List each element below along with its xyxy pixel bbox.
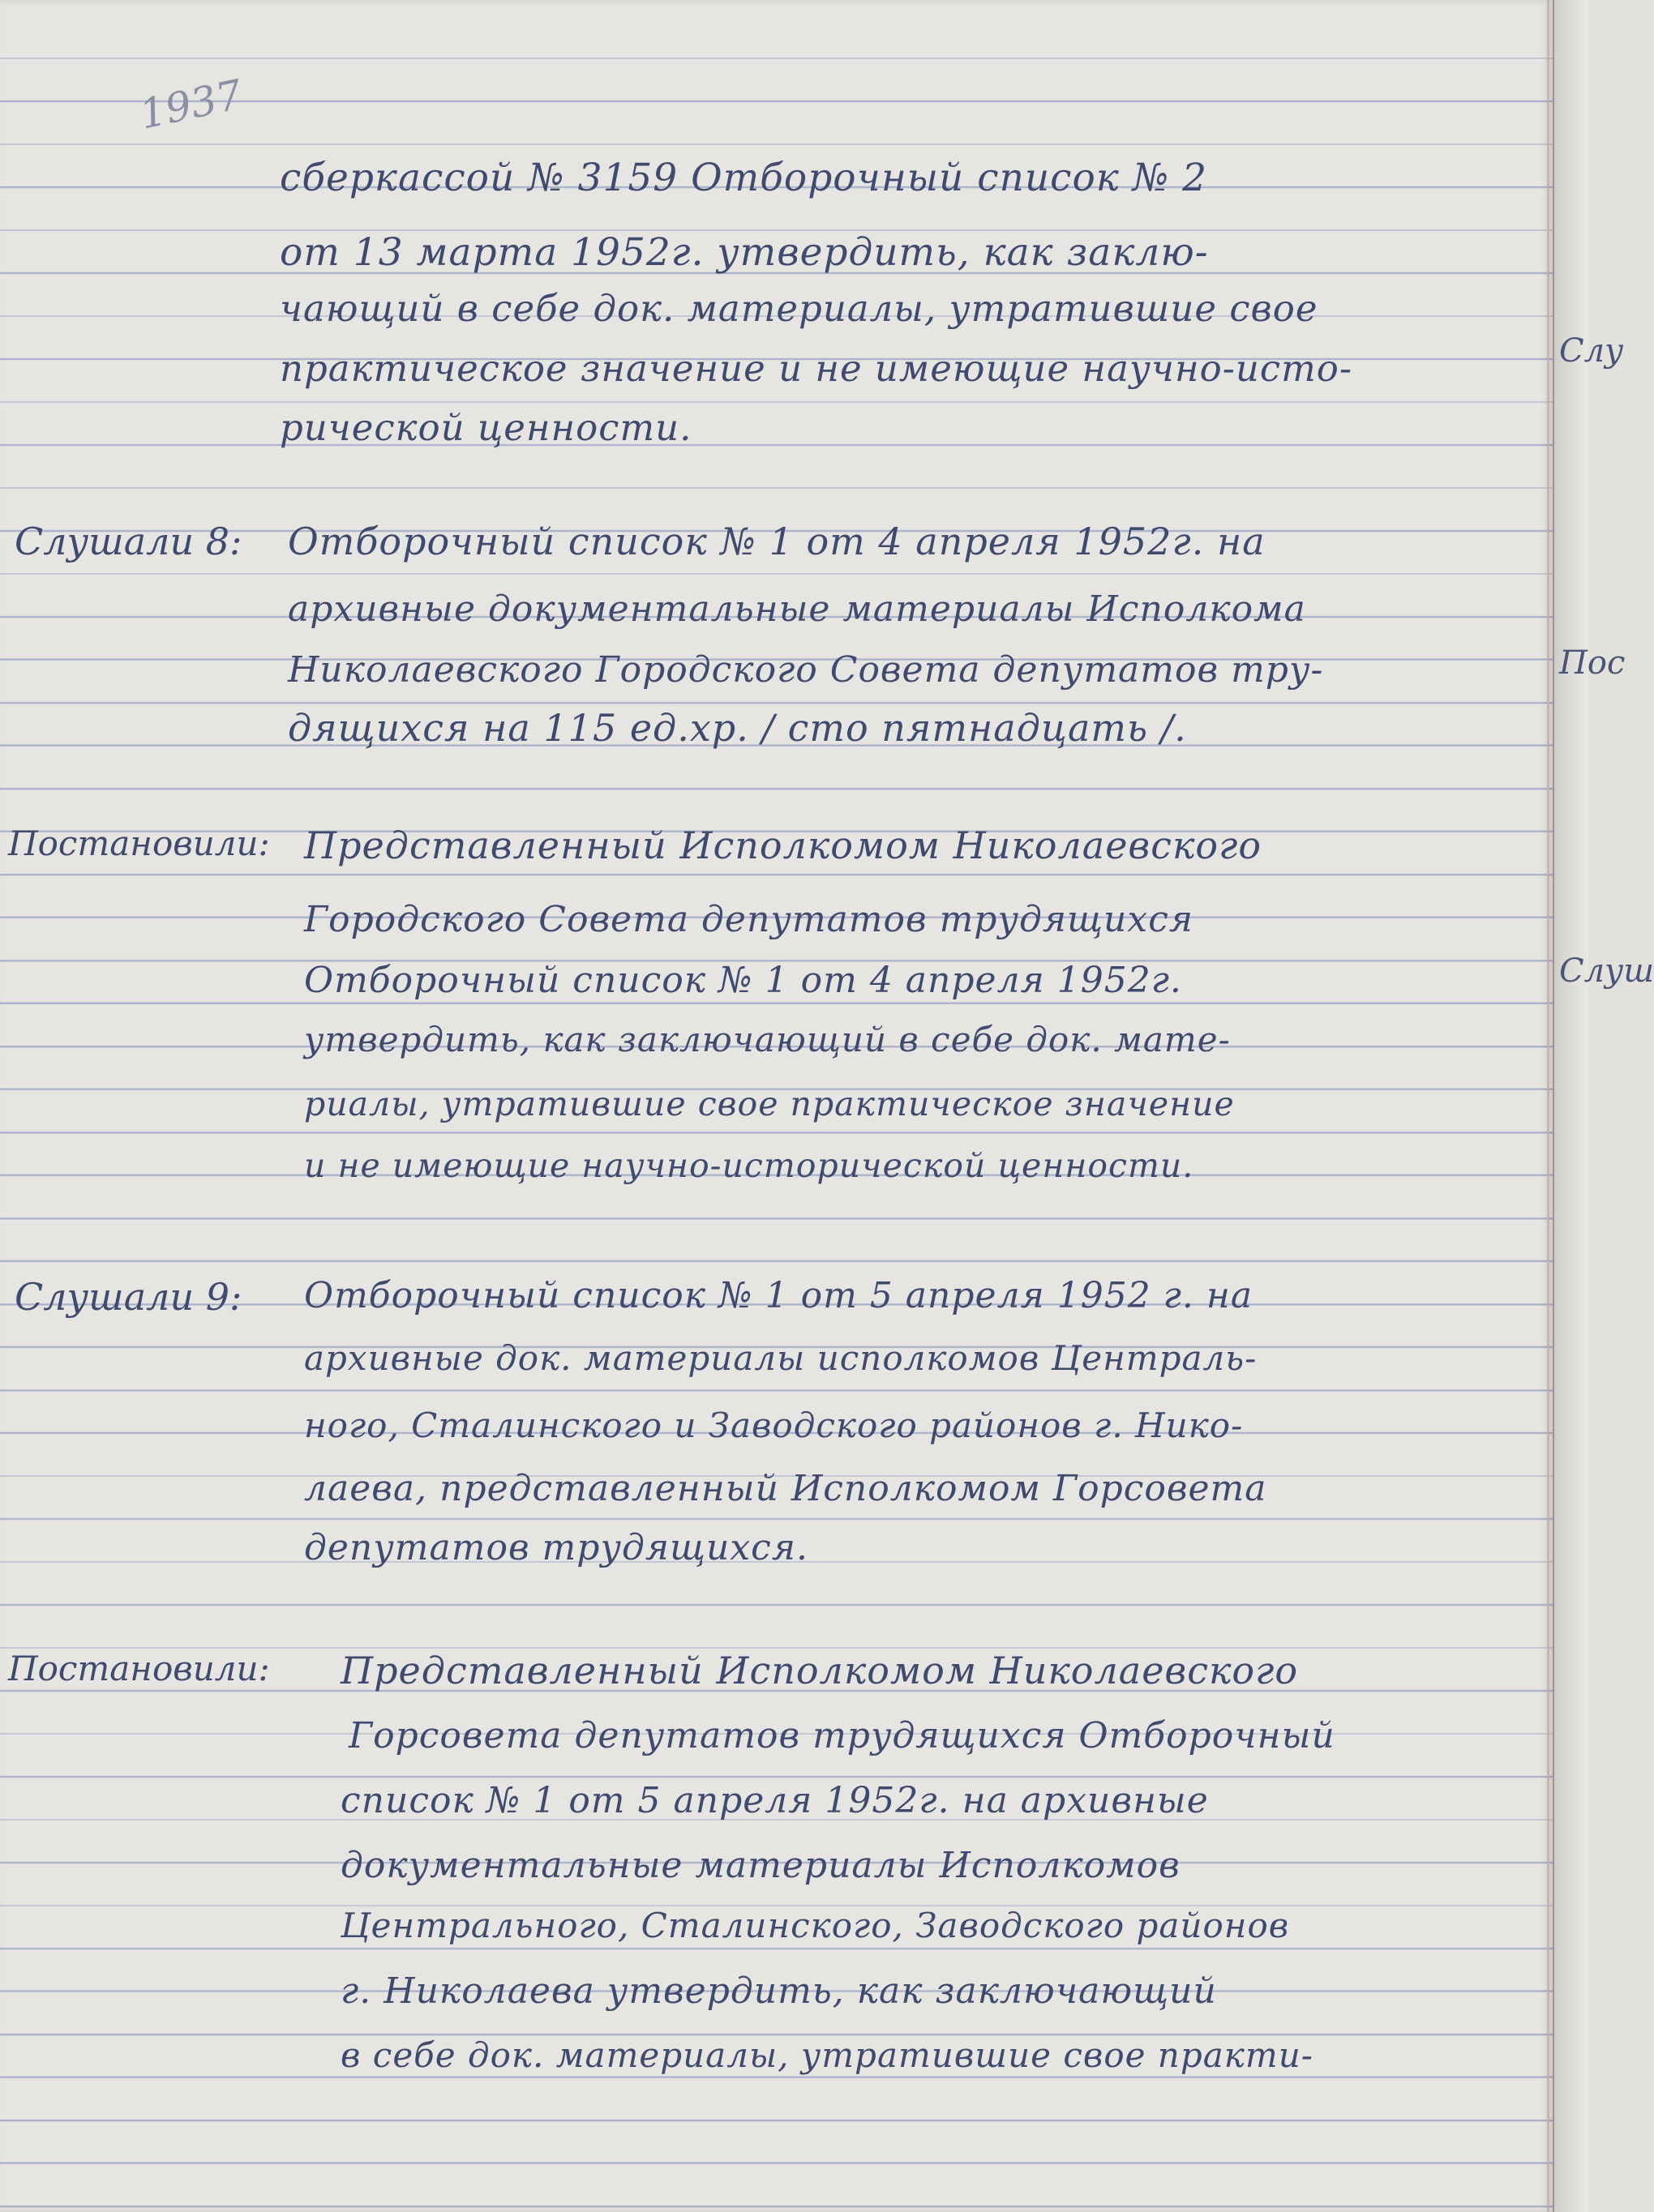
text-line: рической ценности. xyxy=(280,406,692,449)
text-line: депутатов трудящихся. xyxy=(304,1527,808,1568)
text-line: Николаевского Городского Совета депутатов тру- xyxy=(288,649,1324,691)
text-line: Представленный Исполкомом Николаевского xyxy=(304,824,1262,867)
item-label: Слушали 8: xyxy=(15,520,242,563)
margin-fragment: Слуш xyxy=(1559,952,1654,990)
item-label: Слушали 9: xyxy=(15,1275,242,1319)
text-line: и не имеющие научно-исторической ценности. xyxy=(304,1146,1194,1185)
text-line: документальные материалы Исполкомов xyxy=(341,1845,1181,1886)
text-line: практическое значение и не имеющие научно-исто- xyxy=(280,347,1353,390)
text-line: Отборочный список № 1 от 4 апреля 1952г. на xyxy=(288,520,1266,563)
text-line: дящихся на 115 ед.хр. / сто пятнадцать /. xyxy=(288,706,1187,750)
page-margin-line xyxy=(1547,0,1549,2212)
text-line: чающий в себе док. материалы, утратившие свое xyxy=(280,287,1318,330)
text-line: список № 1 от 5 апреля 1952г. на архивные xyxy=(341,1780,1209,1821)
text-line: Городского Совета депутатов трудящихся xyxy=(304,899,1193,940)
text-line: сберкассой № 3159 Отборочный список № 2 xyxy=(280,156,1208,200)
text-line: Горсовета депутатов трудящихся Отборочный xyxy=(349,1715,1335,1756)
margin-fragment: Слу xyxy=(1559,332,1624,370)
margin-fragment: Пос xyxy=(1559,644,1626,682)
text-line: Отборочный список № 1 от 5 апреля 1952 г. на xyxy=(304,1275,1253,1316)
text-line: риалы, утратившие свое практическое значение xyxy=(304,1085,1235,1123)
text-line: в себе док. материалы, утратившие свое практи- xyxy=(341,2035,1313,2075)
adjacent-page-edge xyxy=(1553,0,1654,2212)
text-line: архивные док. материалы исполкомов Централь- xyxy=(304,1338,1258,1378)
corner-pencil-note: 1937 xyxy=(135,71,246,139)
text-line: Центрального, Сталинского, Заводского районов xyxy=(341,1906,1290,1945)
text-line: от 13 марта 1952г. утвердить, как заклю- xyxy=(280,230,1209,275)
text-line: Представленный Исполкомом Николаевского xyxy=(341,1649,1299,1692)
text-line: Отборочный список № 1 от 4 апреля 1952г. xyxy=(304,960,1182,1001)
text-line: ного, Сталинского и Заводского районов г. Нико- xyxy=(304,1405,1244,1445)
text-line: г. Николаева утвердить, как заключающий xyxy=(341,1970,1217,2012)
resolution-label: Постановили: xyxy=(8,824,270,863)
resolution-label: Постановили: xyxy=(8,1649,270,1688)
text-line: архивные документальные материалы Исполкома xyxy=(288,588,1306,630)
text-line: лаева, представленный Исполкомом Горсовета xyxy=(304,1468,1267,1509)
text-line: утвердить, как заключающий в себе док. мате- xyxy=(304,1020,1231,1059)
